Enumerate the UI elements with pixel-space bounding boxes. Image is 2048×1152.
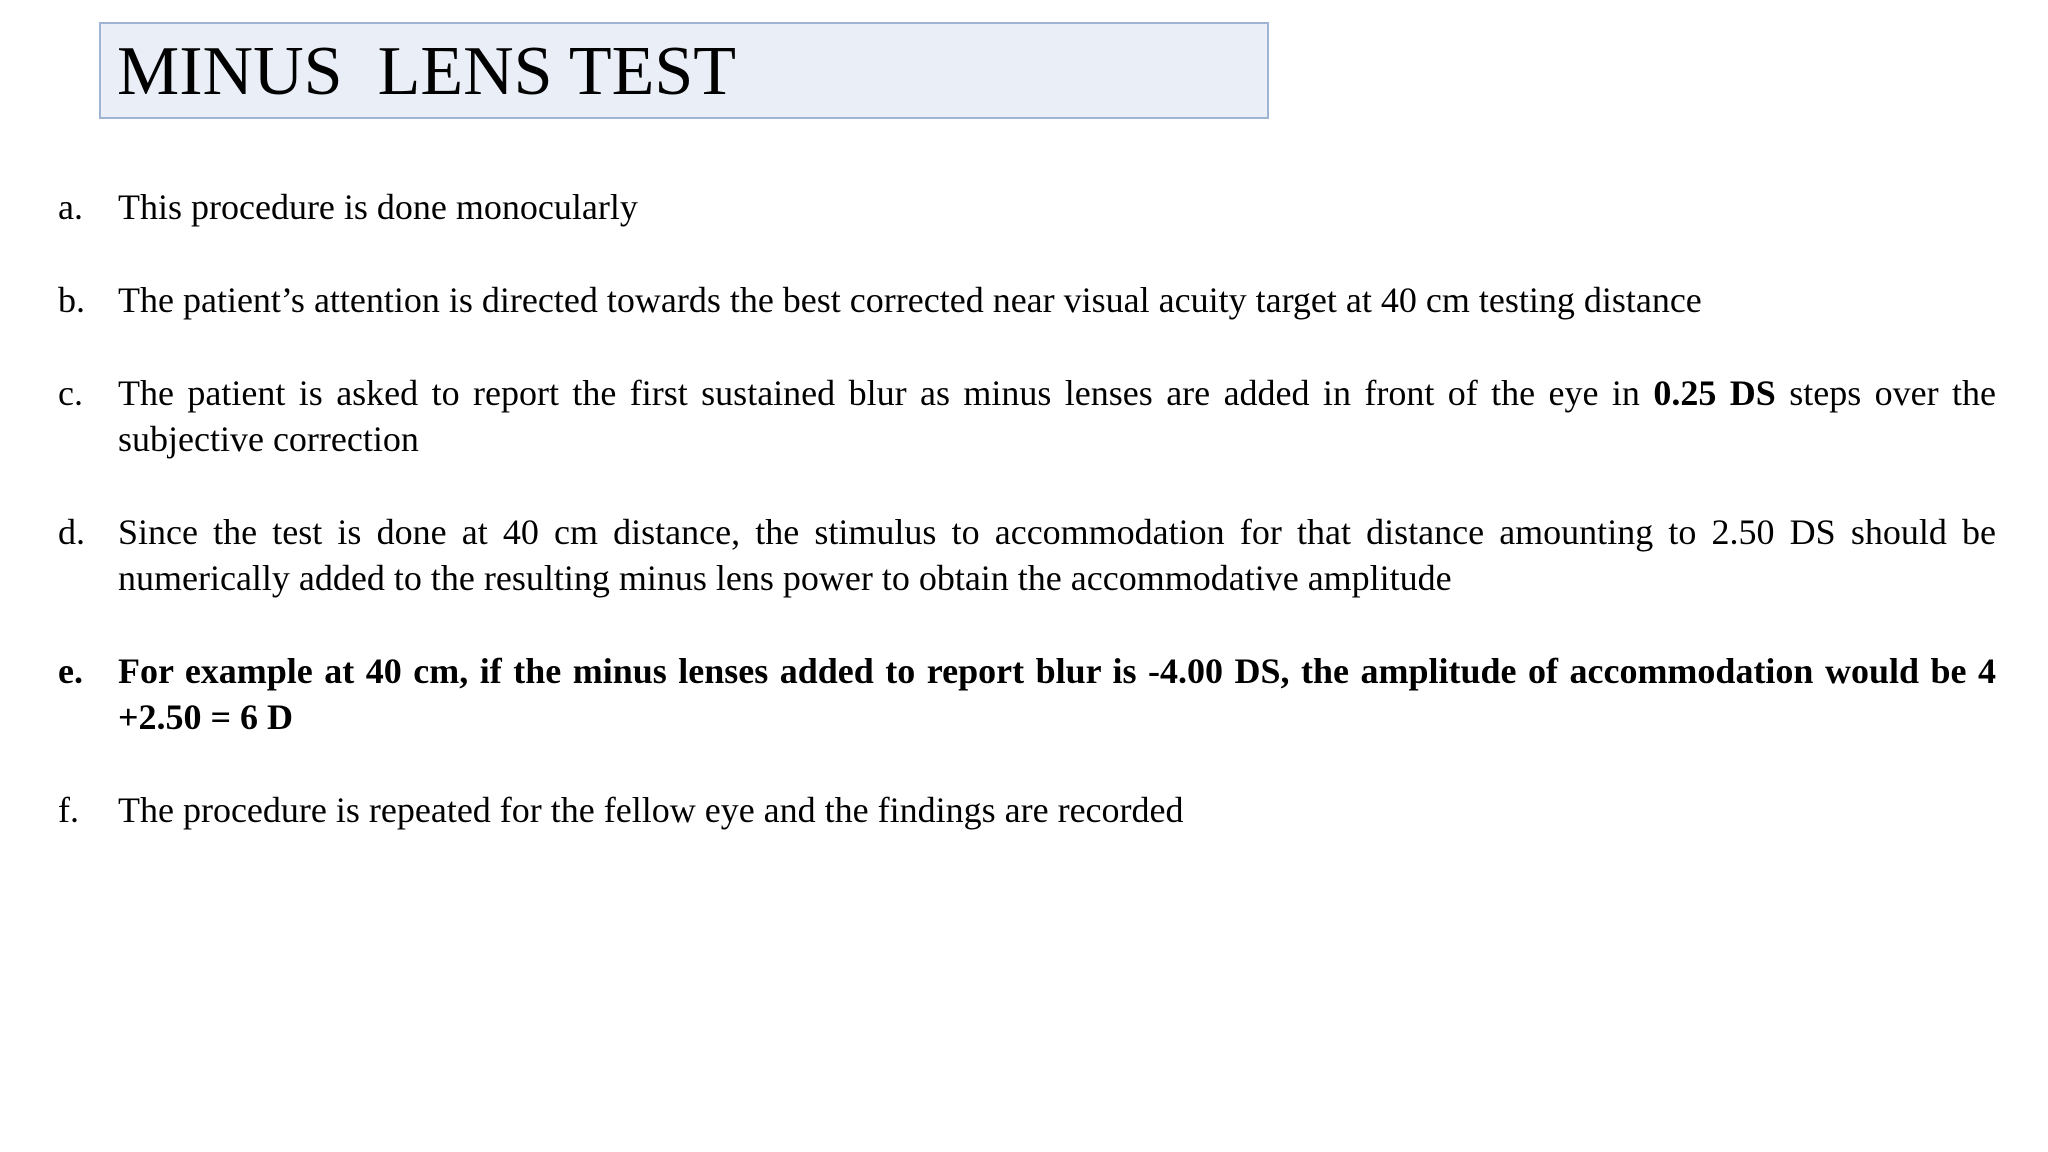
list-marker: b. [58, 280, 85, 320]
list-item-text: The procedure is repeated for the fellow eye and the findings are recorded [118, 790, 1184, 830]
procedure-list [58, 184, 1996, 880]
list-item-text: Since the test is done at 40 cm distance, the stimulus to accommodation for that distance amounting to 2.50 DS should be numerically added to the resulting minus lens power to obtain the accommodative amplitude [118, 512, 1996, 598]
slide-title: MINUS LENS TEST [117, 33, 737, 110]
title-box [99, 22, 1269, 119]
list-item [58, 509, 1996, 601]
list-item [58, 277, 1996, 323]
list-marker: d. [58, 512, 85, 552]
list-item-text: For example at 40 cm, if the minus lenses added to report blur is -4.00 DS, the amplitude of accommodation would be 4 +2.50 = 6 D [118, 651, 1996, 737]
list-item-example [58, 648, 1996, 740]
list-marker: e. [58, 651, 83, 691]
list-marker: a. [58, 187, 83, 227]
list-item [58, 787, 1996, 833]
list-item-text: steps over the subjective correction [118, 373, 1996, 459]
list-item [58, 184, 1996, 230]
list-item-text: The patient’s attention is directed towards the best corrected near visual acuity target at 40 cm testing distance [118, 280, 1702, 320]
list-marker: f. [58, 790, 79, 830]
list-item-text: The patient is asked to report the first sustained blur as minus lenses are added in front of the eye in [118, 373, 1654, 413]
list-item [58, 370, 1996, 462]
list-item-text: This procedure is done monocularly [118, 187, 638, 227]
list-marker: c. [58, 373, 83, 413]
list-item-bold-text: 0.25 DS [1653, 373, 1776, 413]
